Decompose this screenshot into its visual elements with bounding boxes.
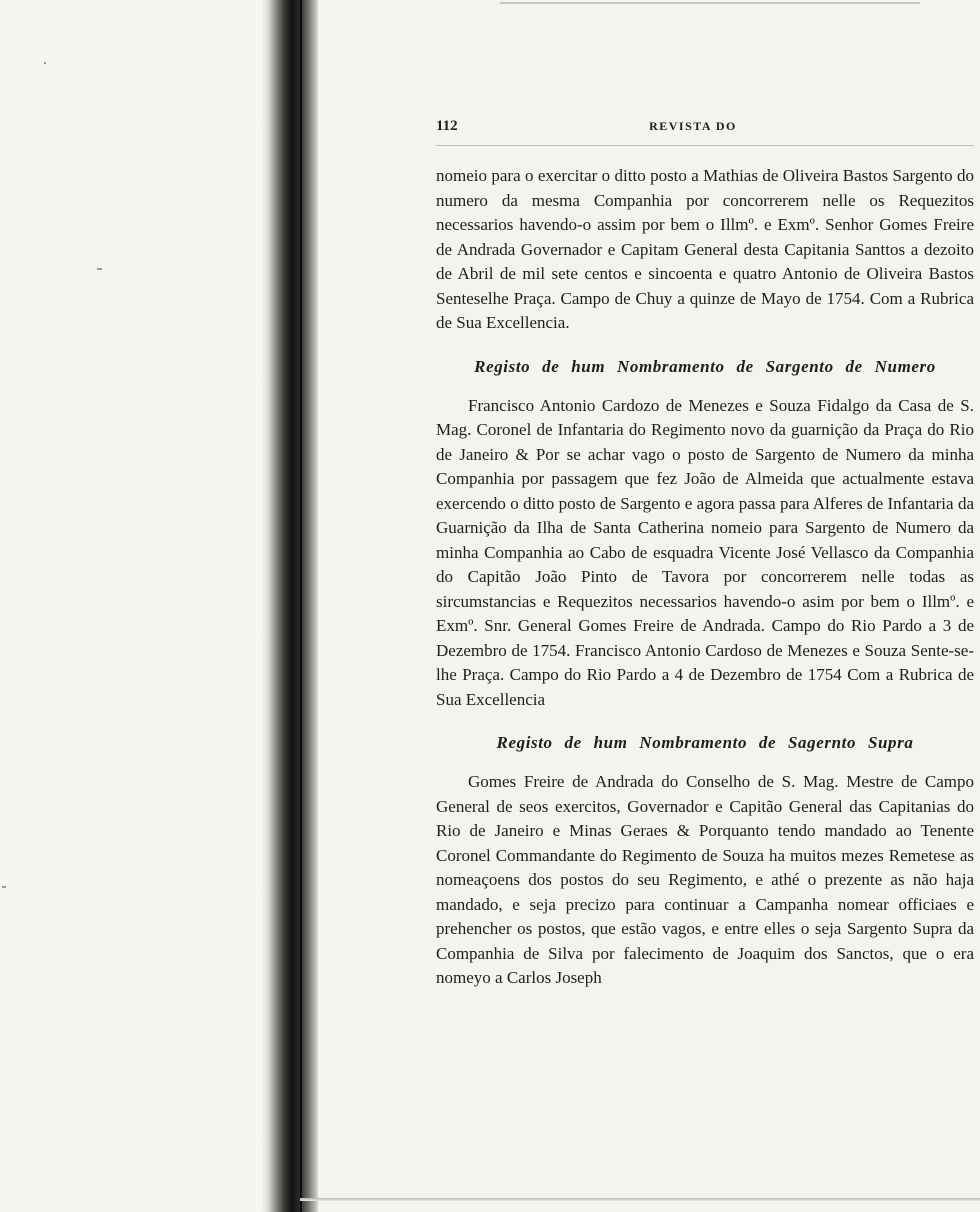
gutter-shadow-line [300,0,302,1212]
section-paragraph-sargento-numero: Francisco Antonio Cardozo de Menezes e Souza Fidalgo da Casa de S. Mag. Coronel de Infantaria do Regimento novo da guarnição da Praça do Rio de Janeiro & Por se achar vago o posto de Sargento de Numero da minha Companhia por passagem que fez João de Almeida que actualmente estava exercendo o ditto posto de Sargento e agora passa para Alferes de Infantaria da Guarnição da Ilha de Santa Catherina nomeio para Sargento de Numero da minha Companhia ao Cabo de esquadra Vicente José Vellasco da Companhia do Capitão João Pinto de Tavora por concorrerem nelle todas as sircumstancias e Requezitos necessarios havendo-o asim por bem o Illmº. e Exmº. Snr. General Gomes Freire de Andrada. Campo do Rio Pardo a 3 de Dezembro de 1754. Francisco Antonio Cardoso de Menezes e Souza Sente-se-lhe Praça. Campo do Rio Pardo a 4 de Dezembro de 1754 Com a Rubrica de Sua Excellencia [436,395,974,709]
section-heading-sargento-supra: Registo de hum Nombramento de Sagernto Supra [496,733,914,752]
paper-speck [2,886,6,888]
page-bottom-edge [300,1198,980,1201]
page-top-edge [500,2,920,4]
paper-speck [97,268,102,270]
page-number: 112 [436,118,458,134]
section-paragraph-sargento-supra: Gomes Freire de Andrada do Conselho de S. Mag. Mestre de Campo General de seos exercitos, Governador e Capitão General das Capitanias do Rio de Janeiro e Minas Geraes & Porquanto tendo mandado ao Tenente Coronel Commandante do Regimento de Souza ha muitos mezes Remetese as nomeaçoens dos postos do seu Regimento, e athé o prezente as não haja mandado, e seja precizo para continuar a Campanha nomear officiaes e prehencher os postos, que estão vagos, e entre elles o seja Sargento Supra da Companhia de Silva por falecimento de Joaquim dos Sanctos, que o era nomeyo a Carlos Joseph [436,772,974,987]
paper-speck [44,62,46,64]
running-head [436,118,974,144]
book-page [436,118,974,991]
header-rule [436,145,974,146]
facing-page-margin [0,0,262,1212]
body-text [436,164,974,991]
section-heading-sargento-numero: Registo de hum Nombramento de Sargento de Numero [474,356,936,376]
book-gutter [262,0,318,1212]
continued-paragraph: nomeio para o exercitar o ditto posto a Mathias de Oliveira Bastos Sargento do numero da mesma Companhia por concorrerem nelle os Requezitos necessarios havendo-o assim por bem o Illmº. e Exmº. Senhor Gomes Freire de Andrada Governador e Capitam General desta Capitania Santtos a dezoito de Abril de mil sete centos e sincoenta e quatro Antonio de Oliveira Bastos Senteselhe Praça. Campo de Chuy a quinze de Mayo de 1754. Com a Rubrica de Sua Excellencia. [436,166,974,332]
running-title: REVISTA DO [649,119,737,133]
